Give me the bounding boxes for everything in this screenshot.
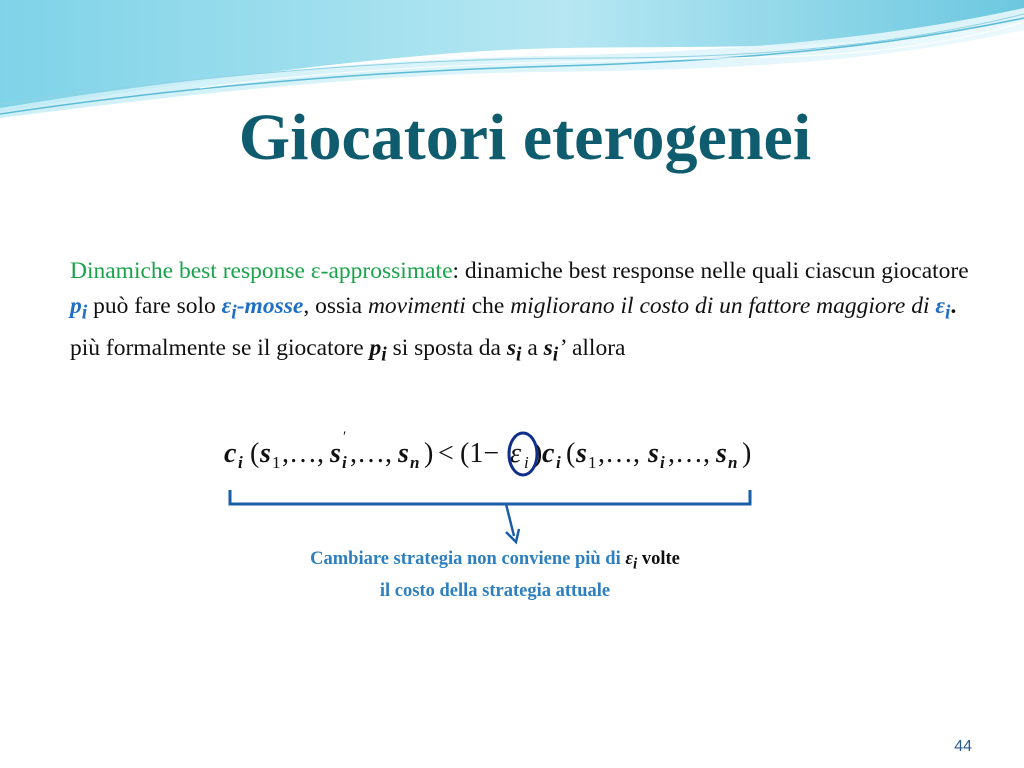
formula-s-i-prime: s	[330, 438, 341, 469]
formula-sub-n-1: n	[410, 453, 420, 472]
definition-term: Dinamiche best response ε-approssimate	[70, 258, 453, 284]
eps-moves-term	[221, 292, 304, 324]
eps-subscript-2: i	[945, 302, 951, 324]
migliorano-phrase: migliorano il costo di un fattore maggiore di	[510, 292, 936, 319]
formula-dots-3: ,…,	[598, 438, 640, 469]
formula-s-n-right: s	[716, 438, 727, 469]
formula-sub-i-4: i	[660, 453, 665, 472]
eps-letter: ε	[221, 292, 232, 319]
player-subscript: i	[81, 302, 88, 324]
eps-symbol-2	[935, 292, 951, 324]
formula-open-2: (	[566, 438, 576, 469]
formula-dots-1: ,…,	[282, 438, 324, 469]
new-strategy-symbol	[543, 334, 559, 366]
formula-sub-i-3: i	[556, 453, 561, 472]
dot: .	[950, 292, 957, 319]
formula-sub-1: 1	[272, 453, 281, 472]
player-symbol	[70, 292, 88, 324]
inequality-formula	[220, 428, 765, 480]
formula-sub-1-right: 1	[588, 453, 597, 472]
formula-dots-4: ,…,	[668, 438, 710, 469]
formula-sub-i-1: i	[238, 453, 243, 472]
strategy-symbol	[506, 334, 522, 366]
formula-close-2: )	[742, 438, 752, 469]
body-text-4: che	[465, 292, 511, 319]
formula-c-left: c	[224, 438, 237, 469]
strategy-subscript: i	[516, 344, 522, 366]
page-number: 44	[954, 738, 972, 755]
eps-letter-2: ε	[935, 292, 946, 319]
formula-less-than: <	[438, 438, 454, 469]
formula-open-1: (	[250, 438, 260, 469]
formula-s-n: s	[398, 438, 409, 469]
mosse-word: -mosse	[236, 292, 304, 319]
formula-epsilon: ε	[510, 438, 522, 469]
body-text-1: : dinamiche best response nelle quali ciascun giocatore	[452, 258, 969, 284]
formula-sub-n-2: n	[728, 453, 738, 472]
caption-volte: volte	[637, 549, 680, 569]
caption-eps-letter: ε	[625, 549, 633, 569]
formula-s1: s	[260, 438, 271, 469]
body-text-6: si sposta da	[386, 334, 507, 361]
caption-line-2: il costo della strategia attuale	[379, 580, 611, 601]
caption-text-1: Cambiare strategia non conviene più di	[310, 549, 626, 569]
body-paragraph	[70, 254, 975, 373]
body-text-7: a	[521, 334, 544, 361]
slide-title: Giocatori eterogenei	[238, 101, 812, 174]
new-strategy-letter: s	[543, 334, 553, 361]
caption-eps-subscript: i	[632, 555, 638, 573]
formula-prime: ′	[343, 429, 347, 445]
formula-close-1: )	[424, 438, 434, 469]
formula-one-minus: (1−	[460, 438, 500, 469]
caption-line-1	[230, 546, 760, 578]
strategy-letter: s	[506, 334, 516, 361]
body-text-5: più formalmente se il giocatore	[70, 334, 370, 361]
prime-mark: ’	[558, 334, 567, 361]
body-text-3: , ossia	[303, 292, 368, 319]
new-strategy-subscript: i	[552, 344, 559, 366]
eps-subscript: i	[231, 302, 237, 324]
formula-sub-i-2: i	[342, 453, 347, 472]
player-subscript-2: i	[381, 344, 387, 366]
body-text-8: allora	[566, 334, 626, 361]
formula-sub-i-eps: i	[524, 453, 529, 472]
body-text-2: può fare solo	[87, 292, 222, 319]
formula-s1-right: s	[576, 438, 587, 469]
player-symbol-2	[369, 334, 387, 366]
formula-close-eps: )	[533, 438, 543, 469]
player-letter-2: p	[369, 334, 382, 361]
underbrace-bracket	[222, 486, 758, 546]
movimenti-word: movimenti	[367, 292, 466, 319]
bracket-caption	[230, 546, 760, 605]
formula-c-right: c	[542, 438, 555, 469]
formula-s-i-right: s	[648, 438, 659, 469]
formula-dots-2: ,…,	[350, 438, 392, 469]
caption-eps	[625, 549, 638, 573]
player-letter: p	[70, 292, 82, 319]
